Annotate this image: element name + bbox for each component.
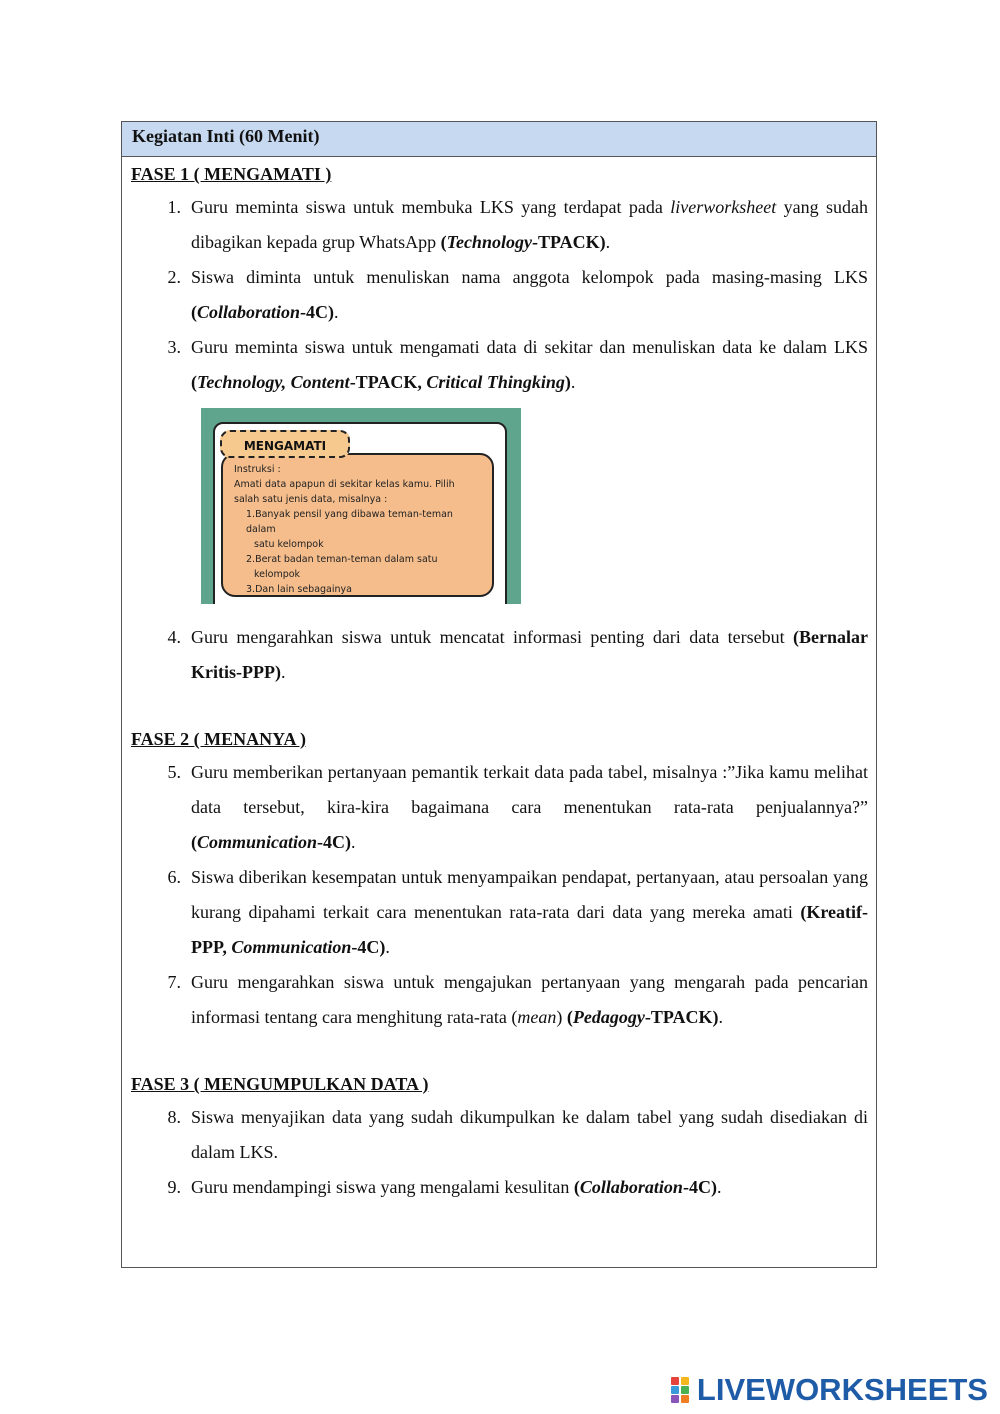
- item-text: Siswa menyajikan data yang sudah dikumpulkan ke dalam tabel yang sudah disediakan di dalam LKS.: [191, 1107, 868, 1162]
- worksheet-tag: MENGAMATI: [220, 430, 350, 458]
- item-text: Guru meminta siswa untuk mengamati data di sekitar dan menuliskan data ke dalam LKS (Technology, Content-TPACK, Critical Thingking).: [191, 337, 868, 392]
- list-item: [131, 620, 868, 690]
- lesson-table: [121, 121, 877, 1268]
- list-item: [131, 260, 868, 330]
- instruction-line: 3.Dan lain sebagainya: [246, 584, 352, 595]
- item-number: 6.: [167, 867, 181, 887]
- list-item: [131, 860, 868, 965]
- item-text: Siswa diminta untuk menuliskan nama anggota kelompok pada masing-masing LKS (Collaboration-4C).: [191, 267, 868, 322]
- phase-1-list: [131, 190, 868, 400]
- instruction-line: kelompok: [254, 569, 301, 580]
- item-number: 2.: [167, 267, 181, 287]
- liveworksheets-icon: [671, 1377, 693, 1403]
- instruction-line: Instruksi :: [234, 464, 281, 475]
- item-number: 5.: [167, 762, 181, 782]
- item-number: 8.: [167, 1107, 181, 1127]
- instruction-line: 1.Banyak pensil yang dibawa teman-teman dalam: [246, 509, 453, 535]
- list-item: [131, 330, 868, 400]
- list-item: [131, 1170, 868, 1205]
- item-number: 4.: [167, 627, 181, 647]
- table-header: [122, 122, 876, 157]
- item-text: Guru meminta siswa untuk membuka LKS yang terdapat pada liverworksheet yang sudah dibagikan kepada grup WhatsApp (Technology-TPACK).: [191, 197, 868, 252]
- phase-3-list: [131, 1100, 868, 1205]
- worksheet-instructions: [221, 453, 494, 597]
- liveworksheets-logo[interactable]: [671, 1372, 988, 1408]
- instruction-line: satu kelompok: [254, 539, 324, 550]
- list-item: [131, 965, 868, 1035]
- phase-title: FASE 3 ( MENGUMPULKAN DATA ): [131, 1074, 429, 1094]
- item-number: 9.: [167, 1177, 181, 1197]
- item-number: 3.: [167, 337, 181, 357]
- list-item: [131, 755, 868, 860]
- item-number: 1.: [167, 197, 181, 217]
- list-item: [131, 1100, 868, 1170]
- header-title: Kegiatan Inti (60 Menit): [132, 126, 320, 146]
- phase-1-list-continued: [131, 620, 868, 690]
- item-number: 7.: [167, 972, 181, 992]
- logo-text: LIVEWORKSHEETS: [696, 1372, 988, 1407]
- instruction-line: Amati data apapun di sekitar kelas kamu. Pilih salah satu jenis data, misalnya :: [234, 479, 455, 505]
- item-text: Guru mendampingi siswa yang mengalami kesulitan (Collaboration-4C).: [191, 1177, 722, 1197]
- item-text: Guru memberikan pertanyaan pemantik terkait data pada tabel, misalnya :”Jika kamu melihat data tersebut, kira-kira bagaimana cara menentukan rata-rata penjualannya?” (Communication-4C).: [191, 762, 868, 852]
- item-text: Guru mengarahkan siswa untuk mengajukan pertanyaan yang mengarah pada pencarian informasi tentang cara menghitung rata-rata (mean) (Pedagogy-TPACK).: [191, 972, 868, 1027]
- phase-title: FASE 1 ( MENGAMATI ): [131, 164, 332, 184]
- phase-title: FASE 2 ( MENANYA ): [131, 729, 307, 749]
- instruction-line: 2.Berat badan teman-teman dalam satu: [246, 554, 438, 565]
- item-text: Guru mengarahkan siswa untuk mencatat informasi penting dari data tersebut (Bernalar Kritis-PPP).: [191, 627, 868, 682]
- phase-2-list: [131, 755, 868, 1035]
- table-body: [122, 157, 876, 1205]
- item-text: Siswa diberikan kesempatan untuk menyampaikan pendapat, pertanyaan, atau persoalan yang kurang dipahami terkait cara menentukan rata-rata dari data yang mereka amati (Kreatif-PPP, Communication-4C).: [191, 867, 868, 957]
- worksheet-image: [201, 408, 521, 604]
- list-item: [131, 190, 868, 260]
